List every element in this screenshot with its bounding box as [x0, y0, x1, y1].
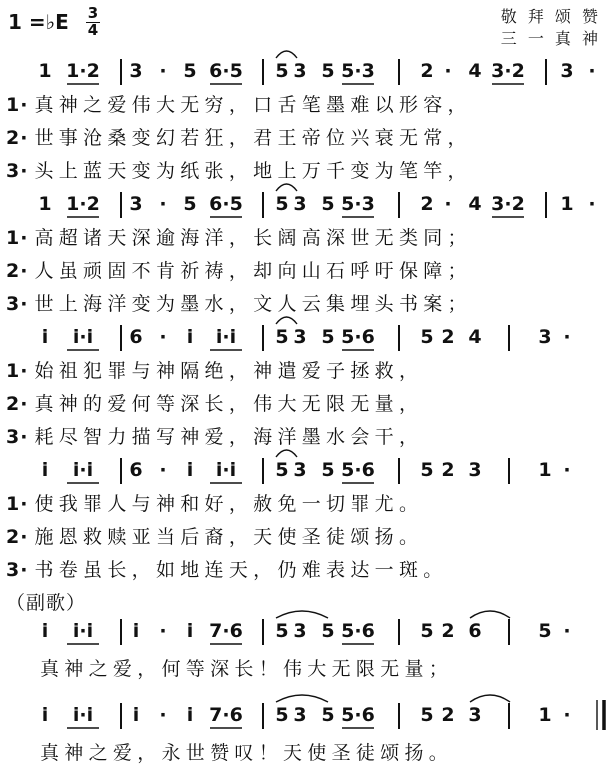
lyric-text: 世上海洋变为墨水，文人云集埋头书案； [34, 293, 472, 315]
note-verse: 3 [129, 193, 143, 215]
verse-number: 2· [6, 260, 29, 282]
note-chorus: 2 [441, 704, 455, 726]
barline [120, 59, 122, 85]
note-verse: i·i [215, 326, 237, 348]
lyric-line [6, 223, 472, 250]
chorus-lyric: 真神之爱，永世赞叹！天使圣徒颂扬。 [40, 742, 454, 764]
note-chorus: i [186, 704, 194, 726]
note-verse: 5·6 [341, 459, 375, 481]
barline [262, 619, 264, 645]
lyric-line [6, 90, 472, 117]
note-verse: · [159, 459, 167, 481]
verse-number: 3· [6, 293, 29, 315]
note-chorus: 5 [275, 620, 289, 642]
note-verse: 3 [293, 459, 307, 481]
note-verse: 6·5 [209, 193, 243, 215]
barline [120, 192, 122, 218]
note-verse: · [444, 60, 452, 82]
note-verse: 5 [420, 459, 434, 481]
lyric-text: 人虽顽固不肯祈祷，却向山石呼吁保障； [34, 260, 472, 282]
note-chorus: 3 [468, 704, 482, 726]
note-chorus: 5 [321, 620, 335, 642]
note-verse: 1·2 [66, 193, 100, 215]
tie-mark [276, 51, 297, 58]
note-chorus: 5 [321, 704, 335, 726]
barline [508, 458, 510, 484]
note-chorus: 5 [420, 704, 434, 726]
note-verse: i·i [72, 459, 94, 481]
note-verse: · [444, 193, 452, 215]
note-verse: 3·2 [491, 193, 525, 215]
tie-mark [276, 184, 297, 191]
lyric-line [6, 256, 472, 283]
note-chorus: 7·6 [209, 620, 243, 642]
lyric-line [6, 389, 423, 416]
note-chorus: i [132, 704, 140, 726]
verse-number: 1· [6, 227, 29, 249]
barline [545, 59, 547, 85]
verse-number: 3· [6, 559, 29, 581]
note-verse: 4 [468, 326, 482, 348]
verse-number: 2· [6, 526, 29, 548]
note-chorus: 3 [293, 704, 307, 726]
barline [398, 325, 400, 351]
barline [262, 703, 264, 729]
tie-mark [470, 695, 510, 702]
lyric-text: 真神的爱何等深长，伟大无限无量， [34, 393, 424, 415]
note-verse: 5 [275, 60, 289, 82]
note-verse: 1 [560, 193, 574, 215]
note-verse: 1·2 [66, 60, 100, 82]
tie-mark [276, 317, 297, 324]
lyric-text: 头上蓝天变为纸张，地上万千变为笔竿， [34, 160, 472, 182]
lyric-line [6, 289, 472, 316]
note-verse: 5 [183, 60, 197, 82]
note-verse: 3 [560, 60, 574, 82]
barline [262, 325, 264, 351]
note-verse: 3·2 [491, 60, 525, 82]
lyric-line [6, 123, 472, 150]
note-verse: 2 [420, 193, 434, 215]
tie-mark [276, 450, 297, 457]
note-verse: 5 [420, 326, 434, 348]
note-chorus: 5 [538, 620, 552, 642]
barline [398, 703, 400, 729]
note-verse: i·i [72, 326, 94, 348]
note-verse: i [186, 326, 194, 348]
note-verse: 5 [275, 326, 289, 348]
note-verse: · [159, 60, 167, 82]
note-verse: 5·3 [341, 60, 375, 82]
note-chorus: i [41, 704, 49, 726]
note-chorus: · [159, 620, 167, 642]
note-verse: · [159, 326, 167, 348]
verse-number: 1· [6, 94, 29, 116]
barline [398, 619, 400, 645]
note-verse: 3 [538, 326, 552, 348]
barline [120, 325, 122, 351]
note-verse: 1 [38, 193, 52, 215]
lyric-line [6, 489, 423, 516]
note-verse: 3 [468, 459, 482, 481]
barline [262, 458, 264, 484]
note-verse: 5 [321, 459, 335, 481]
note-verse: 5·6 [341, 326, 375, 348]
note-verse: 2 [441, 326, 455, 348]
barline [262, 59, 264, 85]
lyric-line [6, 356, 423, 383]
time-signature-bottom: 4 [87, 21, 99, 39]
note-verse: 6·5 [209, 60, 243, 82]
note-verse: 1 [538, 459, 552, 481]
barline [508, 619, 510, 645]
note-verse: 3 [293, 60, 307, 82]
time-signature-top: 3 [87, 4, 99, 22]
note-chorus: · [563, 620, 571, 642]
note-verse: i [41, 459, 49, 481]
note-verse: i·i [215, 459, 237, 481]
verse-number: 2· [6, 393, 29, 415]
lyric-text: 耗尽智力描写神爱，海洋墨水会干， [34, 426, 424, 448]
note-chorus: · [563, 704, 571, 726]
verse-number: 3· [6, 160, 29, 182]
note-verse: · [588, 193, 596, 215]
note-chorus: i·i [72, 704, 94, 726]
note-chorus: 7·6 [209, 704, 243, 726]
note-verse: 2 [441, 459, 455, 481]
note-chorus: 5 [275, 704, 289, 726]
verse-number: 2· [6, 127, 29, 149]
barline [508, 703, 510, 729]
lyric-text: 施恩救赎亚当后裔，天使圣徒颂扬。 [34, 526, 424, 548]
barline [545, 192, 547, 218]
barline [120, 458, 122, 484]
hymn-title: 三 一 真 神 [500, 29, 601, 48]
note-verse: 5 [321, 193, 335, 215]
verse-number: 1· [6, 360, 29, 382]
note-verse: 6 [129, 326, 143, 348]
lyric-line [6, 555, 448, 582]
note-verse: 1 [38, 60, 52, 82]
note-chorus: 6 [468, 620, 482, 642]
barline [398, 458, 400, 484]
lyric-line [6, 422, 423, 449]
chorus-label: （副歌） [6, 592, 87, 614]
lyric-text: 书卷虽长，如地连天，仍难表达一斑。 [34, 559, 448, 581]
note-verse: i [186, 459, 194, 481]
note-chorus: 3 [293, 620, 307, 642]
barline [120, 619, 122, 645]
note-verse: 4 [468, 60, 482, 82]
barline [262, 192, 264, 218]
note-chorus: i [132, 620, 140, 642]
hymn-category: 敬 拜 颂 赞 [500, 7, 601, 26]
note-verse: 5 [321, 326, 335, 348]
lyric-text: 始祖犯罪与神隔绝，神遣爱子拯救， [34, 360, 424, 382]
lyric-line [6, 156, 472, 183]
lyric-text: 真神之爱伟大无穷，口舌笔墨难以形容， [34, 94, 472, 116]
note-verse: 5 [183, 193, 197, 215]
note-verse: 6 [129, 459, 143, 481]
note-verse: i [41, 326, 49, 348]
verse-number: 3· [6, 426, 29, 448]
note-verse: 3 [293, 193, 307, 215]
note-chorus: i [41, 620, 49, 642]
time-signature [86, 6, 100, 38]
barline [398, 59, 400, 85]
note-chorus: i·i [72, 620, 94, 642]
note-chorus: i [186, 620, 194, 642]
note-verse: · [563, 459, 571, 481]
note-verse: 5 [275, 459, 289, 481]
note-chorus: 5 [420, 620, 434, 642]
barline [398, 192, 400, 218]
lyric-line [6, 522, 423, 549]
key-signature: 1 =♭E [8, 10, 69, 34]
note-verse: 4 [468, 193, 482, 215]
barline [120, 703, 122, 729]
note-verse: · [588, 60, 596, 82]
lyric-text: 高超诸天深逾海洋，长阔高深世无类同； [34, 227, 472, 249]
note-verse: 5·3 [341, 193, 375, 215]
tie-mark [470, 611, 510, 618]
note-verse: 2 [420, 60, 434, 82]
note-verse: 3 [293, 326, 307, 348]
note-verse: 5 [275, 193, 289, 215]
note-verse: 3 [129, 60, 143, 82]
note-verse: 5 [321, 60, 335, 82]
verse-number: 1· [6, 493, 29, 515]
tie-mark [276, 695, 328, 702]
barline [508, 325, 510, 351]
note-verse: · [159, 193, 167, 215]
note-chorus: 2 [441, 620, 455, 642]
note-chorus: · [159, 704, 167, 726]
chorus-lyric: 真神之爱，何等深长！伟大无限无量； [40, 658, 454, 680]
note-chorus: 5·6 [341, 704, 375, 726]
lyric-text: 使我罪人与神和好，赦免一切罪尤。 [34, 493, 424, 515]
note-chorus: 1 [538, 704, 552, 726]
note-verse: · [563, 326, 571, 348]
note-chorus: 5·6 [341, 620, 375, 642]
tie-mark [276, 611, 328, 618]
lyric-text: 世事沧桑变幻若狂，君王帝位兴衰无常， [34, 127, 472, 149]
